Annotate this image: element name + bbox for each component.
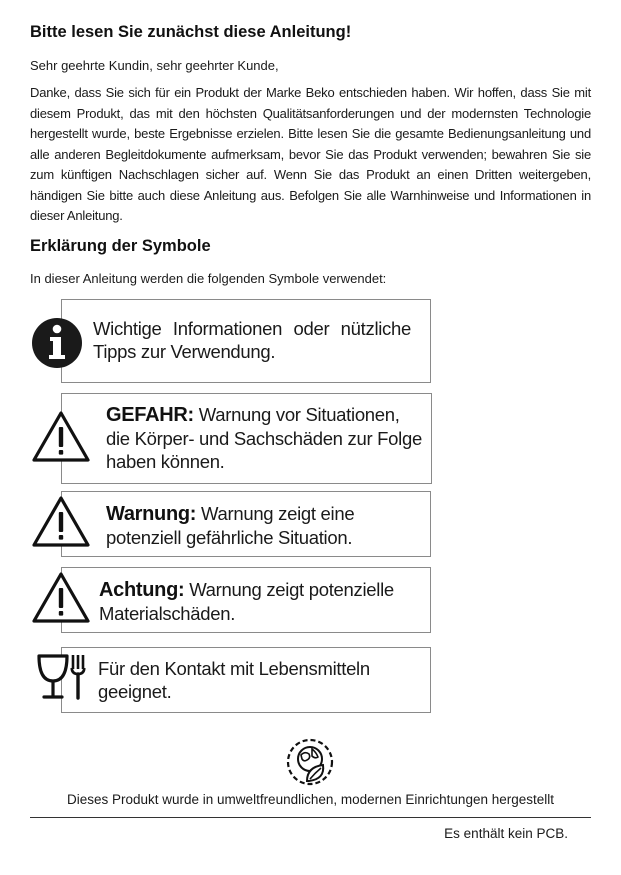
- caution-triangle-icon: [31, 571, 91, 624]
- eco-production-text: Dieses Produkt wurde in umweltfreundlichen, modernen Einrichtungen hergestellt: [66, 792, 554, 807]
- caution-description: Warnung zeigt potenzielle Materialschäden.: [99, 579, 394, 624]
- intro-paragraph: Danke, dass Sie sich für ein Produkt der Marke Beko entschieden haben. Wir hoffen, dass Sie mit diesem Produkt, das mit den höchsten Qualitätsanforderungen und der modernsten Technologie hergestellt wurde, beste Ergebnisse erzielen. Bitte lesen Sie die gesamte Bedienungsanleitung und alle anderen Begleitdokumente aufmerksam, bevor Sie das Produkt verwenden; bewahren Sie sie zum künftigen Nachschlagen sicher auf. Wenn Sie das Produkt an einen Dritten weitergeben, händigen Sie bitte auch diese Anleitung aus. Befolgen Sie alle Warnhinweise und Informationen in dieser Anleitung.: [30, 85, 591, 223]
- symbols-intro-text: In dieser Anleitung werden die folgenden Symbole verwendet:: [30, 271, 387, 286]
- eco-globe-leaf-icon: [285, 737, 335, 787]
- food-contact-symbol-text: Für den Kontakt mit Lebensmitteln geeignet.: [98, 658, 370, 702]
- info-icon: [30, 317, 84, 369]
- warning-label: Warnung:: [106, 503, 197, 525]
- danger-warning-triangle-icon: [31, 410, 91, 463]
- danger-label: GEFAHR:: [106, 404, 194, 426]
- caution-label: Achtung:: [99, 579, 185, 601]
- caution-symbol-text: [99, 578, 399, 625]
- danger-symbol-text: [106, 403, 424, 473]
- danger-description: Warnung vor Situationen, die Körper- und Sachschäden zur Folge haben können.: [106, 404, 422, 472]
- info-symbol-text: Wichtige Informationen oder nützliche Tipps zur Verwendung.: [93, 318, 411, 362]
- pcb-notice-text: Es enthält kein PCB.: [444, 826, 568, 841]
- divider-line: [30, 817, 591, 818]
- symbols-heading: Erklärung der Symbole: [30, 237, 211, 255]
- warning-description: Warnung zeigt eine potenziell gefährliche Situation.: [106, 503, 355, 548]
- warning-triangle-icon: [31, 495, 91, 548]
- page-heading: Bitte lesen Sie zunächst diese Anleitung!: [30, 23, 352, 41]
- greeting-text: Sehr geehrte Kundin, sehr geehrter Kunde,: [30, 58, 279, 73]
- warning-symbol-text: [106, 502, 386, 549]
- food-contact-glass-fork-icon: [36, 653, 90, 701]
